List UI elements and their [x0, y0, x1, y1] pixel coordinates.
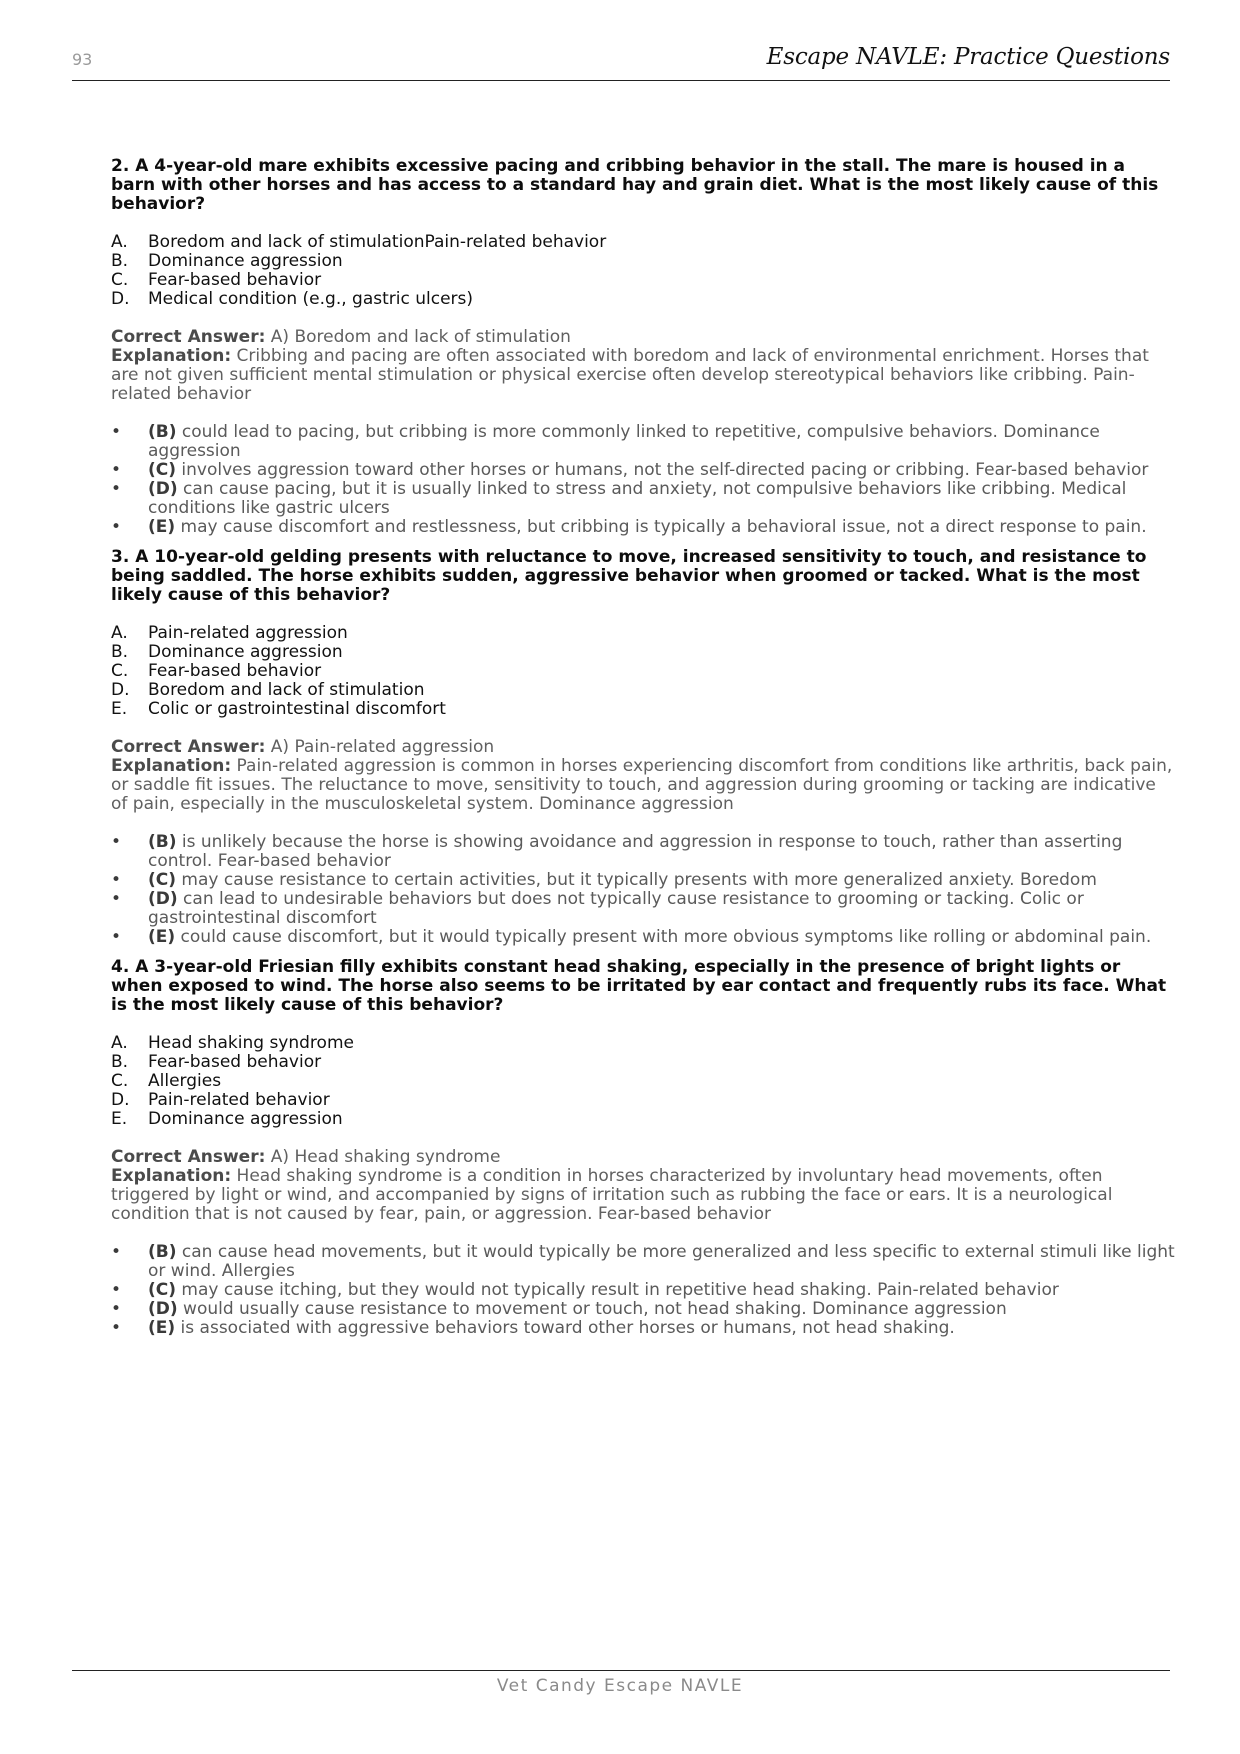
- distractor-list: [111, 833, 1175, 947]
- option-text: Fear-based behavior: [148, 270, 322, 290]
- distractor-letter: (D): [148, 1299, 178, 1319]
- distractor-item: [111, 461, 1175, 480]
- correct-answer-text: A) Pain-related aggression: [265, 737, 495, 757]
- answer-option: [111, 1053, 1175, 1072]
- distractor-text: may cause resistance to certain activities, but it typically presents with more generalized anxiety. Boredom: [176, 870, 1097, 890]
- explanation-text: Pain-related aggression is common in horses experiencing discomfort from conditions like arthritis, back pain, or saddle fit issues. The reluctance to move, sensitivity to touch, and aggression during grooming or tacking are indicative of pain, especially in the musculoskeletal system. Dominance aggression: [111, 756, 1173, 814]
- footer-divider: [72, 1670, 1170, 1671]
- option-text: Fear-based behavior: [148, 1052, 322, 1072]
- distractor-body: [148, 1300, 1007, 1319]
- distractor-item: [111, 423, 1175, 461]
- distractor-body: [148, 928, 1151, 947]
- explanation: [111, 757, 1175, 814]
- correct-answer-label: Correct Answer:: [111, 737, 266, 757]
- question-stem: 2. A 4-year-old mare exhibits excessive pacing and cribbing behavior in the stall. The mare is housed in a barn with other horses and has access to a standard hay and grain diet. What is the most likely cause of this behavior?: [111, 156, 1159, 214]
- bullet-icon: •: [111, 460, 122, 480]
- distractor-letter: (B): [148, 1242, 177, 1262]
- answer-option: [111, 624, 1175, 643]
- bullet-icon: •: [111, 517, 122, 537]
- option-letter: C.: [111, 270, 129, 290]
- question-block: [111, 958, 1175, 1338]
- option-letter: D.: [111, 289, 130, 309]
- distractor-letter: (C): [148, 1280, 177, 1300]
- explanation-label: Explanation:: [111, 1166, 232, 1186]
- correct-answer-text: A) Boredom and lack of stimulation: [265, 327, 571, 347]
- distractor-text: is associated with aggressive behaviors toward other horses or humans, not head shaking.: [175, 1318, 955, 1338]
- question-block: [111, 157, 1175, 537]
- running-title: Escape NAVLE: Practice Questions: [766, 44, 1170, 70]
- distractor-body: [148, 461, 1148, 480]
- footer-text: Vet Candy Escape NAVLE: [496, 1676, 744, 1696]
- distractor-body: [148, 480, 1175, 518]
- explanation-label: Explanation:: [111, 346, 232, 366]
- correct-answer: [111, 328, 1175, 347]
- option-text: Boredom and lack of stimulation: [148, 680, 425, 700]
- distractor-body: [148, 518, 1147, 537]
- distractor-text: can cause pacing, but it is usually linked to stress and anxiety, not compulsive behaviors like cribbing. Medical conditions like gastric ulcers: [148, 479, 1127, 518]
- option-text: Medical condition (e.g., gastric ulcers): [148, 289, 474, 309]
- correct-answer: [111, 1148, 1175, 1167]
- distractor-item: [111, 518, 1175, 537]
- option-letter: A.: [111, 232, 128, 252]
- question-stem: 3. A 10-year-old gelding presents with reluctance to move, increased sensitivity to touch, and resistance to being saddled. The horse exhibits sudden, aggressive behavior when groomed or tacked. What is the most likely cause of this behavior?: [111, 547, 1147, 605]
- answer-explanation: [111, 1148, 1175, 1224]
- distractor-body: [148, 1243, 1175, 1281]
- distractor-letter: (E): [148, 517, 176, 537]
- option-letter: A.: [111, 623, 128, 643]
- option-text: Pain-related behavior: [148, 1090, 330, 1110]
- distractor-text: can lead to undesirable behaviors but does not typically cause resistance to grooming or tacking. Colic or gastrointestinal discomfort: [148, 889, 1084, 928]
- distractor-letter: (E): [148, 927, 176, 947]
- explanation: [111, 347, 1175, 404]
- option-text: Dominance aggression: [148, 251, 343, 271]
- answer-option: [111, 290, 1175, 309]
- distractor-letter: (D): [148, 479, 178, 499]
- answer-explanation: [111, 738, 1175, 814]
- distractor-item: [111, 480, 1175, 518]
- explanation: [111, 1167, 1175, 1224]
- explanation-text: Head shaking syndrome is a condition in horses characterized by involuntary head movements, often triggered by light or wind, and accompanied by signs of irritation such as rubbing the face or ears. It is a neurological condition that is not caused by fear, pain, or aggression. Fear-based behavior: [111, 1166, 1113, 1224]
- bullet-icon: •: [111, 870, 122, 890]
- answer-option: [111, 1072, 1175, 1091]
- distractor-letter: (B): [148, 832, 177, 852]
- answer-options: [111, 233, 1175, 309]
- distractor-text: is unlikely because the horse is showing avoidance and aggression in response to touch, rather than asserting control. Fear-based behavior: [148, 832, 1123, 871]
- distractor-list: [111, 1243, 1175, 1338]
- distractor-item: [111, 1300, 1175, 1319]
- distractor-item: [111, 1243, 1175, 1281]
- distractor-item: [111, 1281, 1175, 1300]
- option-letter: B.: [111, 642, 129, 662]
- answer-option: [111, 643, 1175, 662]
- distractor-body: [148, 423, 1175, 461]
- page-number: 93: [72, 50, 93, 69]
- distractor-item: [111, 1319, 1175, 1338]
- option-text: Fear-based behavior: [148, 661, 322, 681]
- question-block: [111, 548, 1175, 947]
- distractor-text: involves aggression toward other horses or humans, not the self-directed pacing or cribbing. Fear-based behavior: [176, 460, 1149, 480]
- distractor-body: [148, 1319, 955, 1338]
- explanation-label: Explanation:: [111, 756, 232, 776]
- answer-option: [111, 681, 1175, 700]
- distractor-letter: (E): [148, 1318, 176, 1338]
- option-letter: E.: [111, 699, 128, 719]
- answer-option: [111, 1110, 1175, 1129]
- distractor-item: [111, 871, 1175, 890]
- distractor-item: [111, 833, 1175, 871]
- distractor-letter: (D): [148, 889, 178, 909]
- option-letter: E.: [111, 1109, 128, 1129]
- distractor-text: could lead to pacing, but cribbing is more commonly linked to repetitive, compulsive behaviors. Dominance aggression: [148, 422, 1100, 461]
- option-letter: C.: [111, 661, 129, 681]
- answer-option: [111, 233, 1175, 252]
- distractor-text: may cause discomfort and restlessness, but cribbing is typically a behavioral issue, not a direct response to pain.: [175, 517, 1147, 537]
- bullet-icon: •: [111, 1318, 122, 1338]
- answer-option: [111, 271, 1175, 290]
- bullet-icon: •: [111, 1299, 122, 1319]
- correct-answer-text: A) Head shaking syndrome: [265, 1147, 501, 1167]
- distractor-item: [111, 890, 1175, 928]
- distractor-text: can cause head movements, but it would typically be more generalized and less specific to external stimuli like light or wind. Allergies: [148, 1242, 1175, 1281]
- distractor-text: could cause discomfort, but it would typically present with more obvious symptoms like rolling or abdominal pain.: [175, 927, 1152, 947]
- explanation-text: Cribbing and pacing are often associated with boredom and lack of environmental enrichment. Horses that are not given sufficient mental stimulation or physical exercise often develop stereotypical behaviors like cribbing. Pain-related behavior: [111, 346, 1149, 404]
- option-text: Boredom and lack of stimulationPain-related behavior: [148, 232, 607, 252]
- option-letter: B.: [111, 1052, 129, 1072]
- answer-option: [111, 662, 1175, 681]
- option-text: Allergies: [148, 1071, 222, 1091]
- distractor-letter: (B): [148, 422, 177, 442]
- distractor-body: [148, 890, 1175, 928]
- distractor-letter: (C): [148, 460, 177, 480]
- answer-options: [111, 624, 1175, 719]
- answer-option: [111, 252, 1175, 271]
- bullet-icon: •: [111, 1242, 122, 1262]
- option-text: Colic or gastrointestinal discomfort: [148, 699, 446, 719]
- distractor-letter: (C): [148, 870, 177, 890]
- distractor-body: [148, 871, 1097, 890]
- answer-options: [111, 1034, 1175, 1129]
- page-content: [111, 157, 1175, 1349]
- header-divider: [72, 80, 1170, 81]
- option-text: Head shaking syndrome: [148, 1033, 354, 1053]
- bullet-icon: •: [111, 1280, 122, 1300]
- distractor-item: [111, 928, 1175, 947]
- option-text: Dominance aggression: [148, 1109, 343, 1129]
- distractor-text: would usually cause resistance to movement or touch, not head shaking. Dominance aggression: [177, 1299, 1007, 1319]
- distractor-text: may cause itching, but they would not typically result in repetitive head shaking. Pain-related behavior: [176, 1280, 1059, 1300]
- answer-explanation: [111, 328, 1175, 404]
- bullet-icon: •: [111, 422, 122, 442]
- bullet-icon: •: [111, 832, 122, 852]
- answer-option: [111, 1091, 1175, 1110]
- question-stem: 4. A 3-year-old Friesian filly exhibits constant head shaking, especially in the presence of bright lights or when exposed to wind. The horse also seems to be irritated by ear contact and frequently rubs its face. What is the most likely cause of this behavior?: [111, 957, 1167, 1015]
- option-letter: B.: [111, 251, 129, 271]
- option-letter: C.: [111, 1071, 129, 1091]
- correct-answer-label: Correct Answer:: [111, 327, 266, 347]
- distractor-body: [148, 833, 1175, 871]
- correct-answer-label: Correct Answer:: [111, 1147, 266, 1167]
- option-letter: D.: [111, 1090, 130, 1110]
- option-letter: A.: [111, 1033, 128, 1053]
- option-text: Dominance aggression: [148, 642, 343, 662]
- bullet-icon: •: [111, 479, 122, 499]
- answer-option: [111, 700, 1175, 719]
- option-letter: D.: [111, 680, 130, 700]
- correct-answer: [111, 738, 1175, 757]
- distractor-list: [111, 423, 1175, 537]
- bullet-icon: •: [111, 889, 122, 909]
- answer-option: [111, 1034, 1175, 1053]
- distractor-body: [148, 1281, 1059, 1300]
- bullet-icon: •: [111, 927, 122, 947]
- option-text: Pain-related aggression: [148, 623, 348, 643]
